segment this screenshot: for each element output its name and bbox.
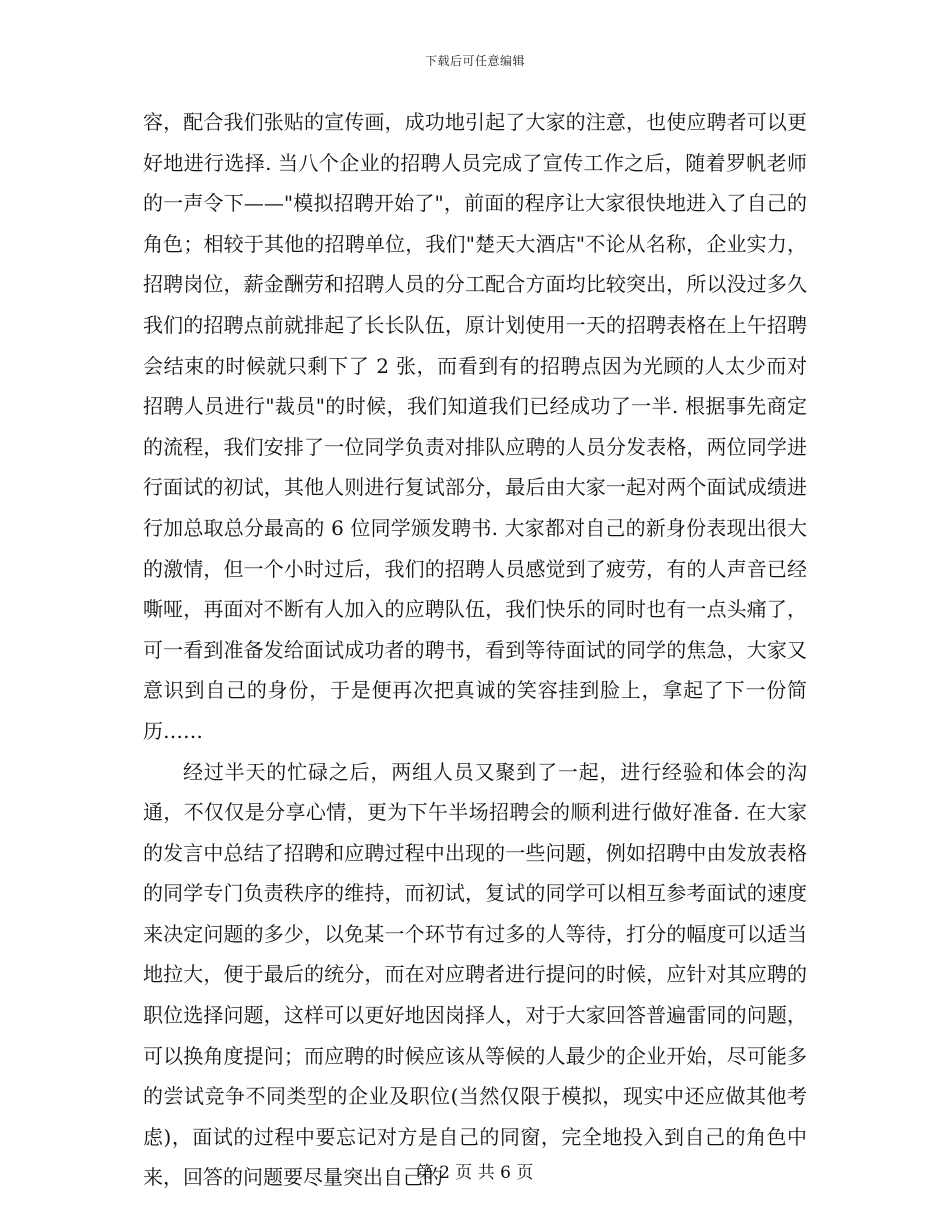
body-paragraph-1: 容，配合我们张贴的宣传画，成功地引起了大家的注意，也使应聘者可以更好地进行选择. 当八个企业的招聘人员完成了宣传工作之后，随着罗帆老师的一声令下——"模拟招聘开始了"，前面的程序让大家很快地进入了自己的角色；相较于其他的招聘单位，我们"楚天大酒店"不论从名称，企业实力，招聘岗位，薪金酬劳和招聘人员的分工配合方面均比较突出，所以没过多久我们的招聘点前就排起了长长队伍，原计划使用一天的招聘表格在上午招聘会结束的时候就只剩下了 2 张，而看到有的招聘点因为光顾的人太少而对招聘人员进行"裁员"的时候，我们知道我们已经成功了一半. 根据事先商定的流程，我们安排了一位同学负责对排队应聘的人员分发表格，两位同学进行面试的初试，其他人则进行复试部分，最后由大家一起对两个面试成绩进行加总取总分最高的 6 位同学颁发聘书. 大家都对自己的新身份表现出很大的激情，但一个小时过后，我们的招聘人员感觉到了疲劳，有的人声音已经嘶哑，再面对不断有人加入的应聘队伍，我们快乐的同时也有一点头痛了，可一看到准备发给面试成功者的聘书，看到等待面试的同学的焦急，大家又意识到自己的身份，于是便再次把真诚的笑容挂到脸上，拿起了下一份简历…… [143,110,807,743]
document-body [143,102,807,1198]
page-footer: 第 2 页 共 6 页 [416,1163,534,1183]
body-paragraph-2: 经过半天的忙碌之后，两组人员又聚到了一起，进行经验和体会的沟通，不仅仅是分享心情，更为下午半场招聘会的顺利进行做好准备. 在大家的发言中总结了招聘和应聘过程中出现的一些问题，例如招聘中由发放表格的同学专门负责秩序的维持，而初试，复试的同学可以相互参考面试的速度来决定问题的多少，以免某一个环节有过多的人等待，打分的幅度可以适当地拉大，便于最后的统分，而在对应聘者进行提问的时候，应针对其应聘的职位选择问题，这样可以更好地因岗择人，对于大家回答普遍雷同的问题，可以换角度提问；而应聘的时候应该从等候的人最少的企业开始，尽可能多的尝试竞争不同类型的企业及职位(当然仅限于模拟，现实中还应做其他考虑)，面试的过程中要忘记对方是自己的同窗，完全地投入到自己的角色中来，回答的问题要尽量突出自己的 [143,759,807,1190]
page-header: 下载后可任意编辑 [424,54,525,68]
